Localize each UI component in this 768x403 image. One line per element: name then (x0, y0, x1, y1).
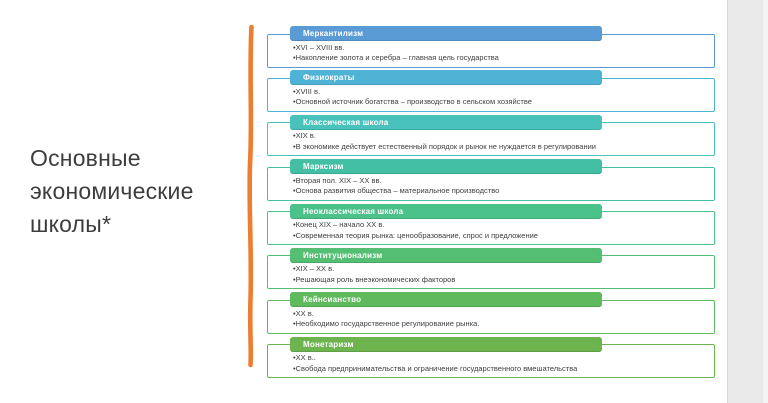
school-header-label: Институционализм (290, 248, 602, 263)
schools-list (267, 26, 715, 381)
school-header-label: Кейнсианство (290, 292, 602, 307)
bullet-line: •XX в. (293, 308, 314, 318)
bullet-line: •Основной источник богатства – производство в сельском хозяйстве (293, 97, 532, 107)
slide-title: Основные экономические школы* (30, 145, 194, 237)
app-background-strip-inner (763, 0, 768, 403)
bullet-line: •Накопление золота и серебра – главная цель государства (293, 53, 499, 62)
school-block (267, 204, 715, 248)
orange-divider-line (250, 27, 252, 365)
orange-divider (243, 24, 259, 368)
school-header-label: Меркантилизм (290, 26, 602, 41)
school-bullets (293, 43, 709, 64)
bullet-line: •Конец XIX – начало XX в. (293, 220, 385, 230)
bullet-line: •XVI – XVIII вв. (293, 42, 345, 52)
school-block (267, 337, 715, 381)
school-header-label: Классическая школа (290, 115, 602, 130)
bullet-line: •Современная теория рынка: ценообразование, спрос и предложение (293, 230, 538, 240)
school-bullets (293, 87, 709, 108)
school-bullets (293, 220, 709, 241)
school-header-label: Физиократы (290, 70, 602, 85)
bullet-line: •Решающая роль внеэкономических факторов (293, 274, 456, 284)
bullet-line: •XIX – XX в. (293, 264, 335, 274)
bullet-line: •Необходимо государственное регулирование рынка. (293, 319, 480, 329)
school-bullets (293, 176, 709, 197)
school-block (267, 159, 715, 203)
bullet-line: •XIX в. (293, 131, 316, 141)
bullet-line: •XX в.. (293, 353, 316, 363)
bullet-line: •XVIII в. (293, 86, 321, 96)
school-block (267, 70, 715, 114)
school-bullets (293, 309, 709, 330)
school-block (267, 115, 715, 159)
school-bullets (293, 353, 709, 374)
school-bullets (293, 131, 709, 152)
school-header-label: Марксизм (290, 159, 602, 174)
school-bullets (293, 264, 709, 285)
school-block (267, 248, 715, 292)
bullet-line: •Свобода предпринимательства и ограничение государственного вмешательства (293, 363, 578, 373)
school-header-label: Неоклассическая школа (290, 204, 602, 219)
bullet-line: •Основа развития общества – материальное производство (293, 186, 500, 196)
bullet-line: •Вторая пол. XIX – XX вв. (293, 175, 382, 185)
app-background-strip (727, 0, 768, 403)
school-block (267, 292, 715, 336)
school-block (267, 26, 715, 70)
bullet-line: •В экономике действует естественный порядок и рынок не нуждается в регулировании (293, 141, 596, 151)
school-header-label: Монетаризм (290, 337, 602, 352)
